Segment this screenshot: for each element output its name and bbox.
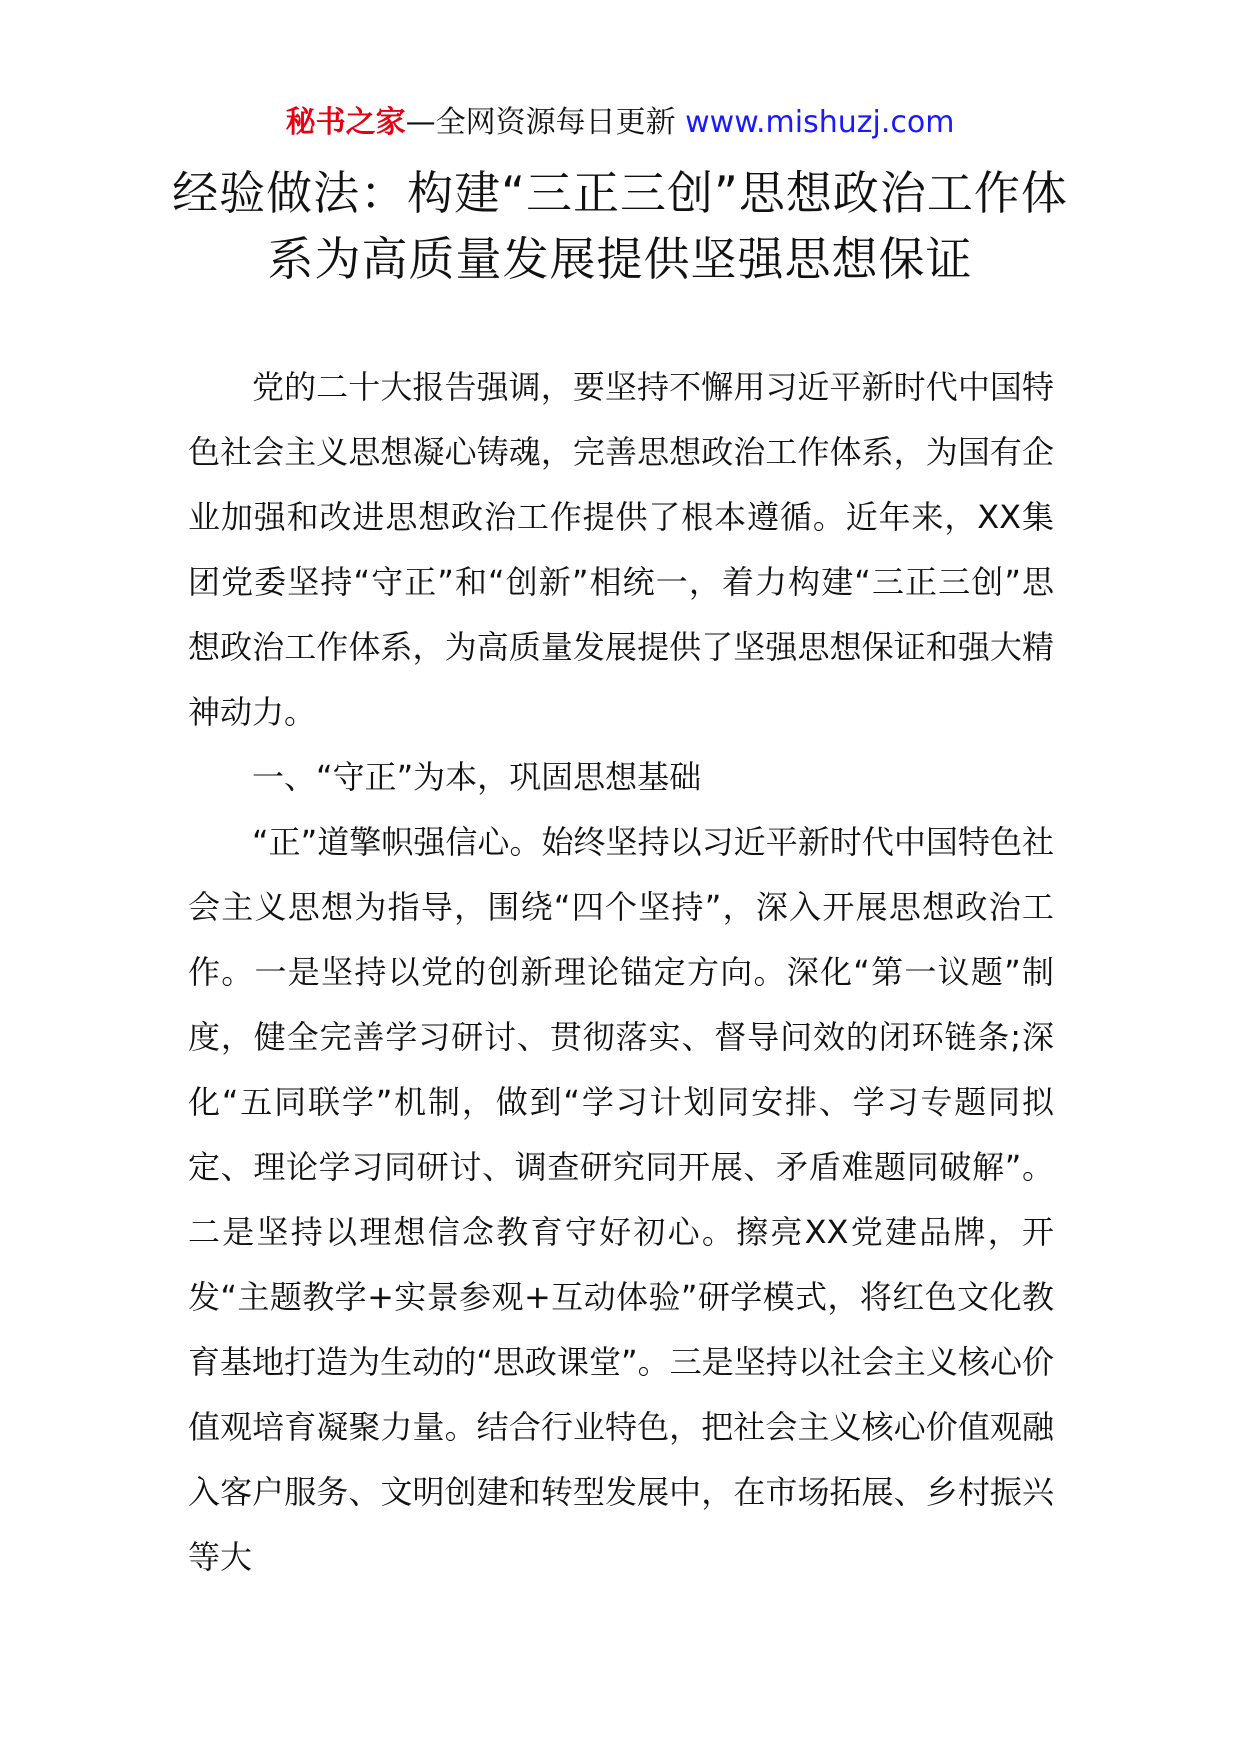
site-header — [0, 100, 1240, 146]
section-heading: 一、“守正”为本，巩固思想基础 — [252, 758, 702, 796]
site-tagline: —全网资源每日更新 — [405, 105, 686, 140]
document-body — [188, 355, 1054, 1590]
intro-paragraph: 党的二十大报告强调，要坚持不懈用习近平新时代中国特色社会主义思想凝心铸魂，完善思想政治工作体系，为国有企业加强和改进思想政治工作提供了根本遵循。近年来，XX集团党委坚持“守正”和“创新”相统一，着力构建“三正三创”思想政治工作体系，为高质量发展提供了坚强思想保证和强大精神动力。 — [188, 368, 1054, 731]
site-brand: 秘书之家 — [285, 105, 406, 140]
document-title: 经验做法：构建“三正三创”思想政治工作体系为高质量发展提供坚强思想保证 — [172, 166, 1068, 286]
body-paragraph: “正”道擎帜强信心。始终坚持以习近平新时代中国特色社会主义思想为指导，围绕“四个坚持”，深入开展思想政治工作。一是坚持以党的创新理论锚定方向。深化“第一议题”制度，健全完善学习研讨、贯彻落实、督导问效的闭环链条;深化“五同联学”机制，做到“学习计划同安排、学习专题同拟定、理论学习同研讨、调查研究同开展、矛盾难题同破解”。二是坚持以理想信念教育守好初心。擦亮XX党建品牌，开发“主题教学+实景参观+互动体验”研学模式，将红色文化教育基地打造为生动的“思政课堂”。三是坚持以社会主义核心价值观培育凝聚力量。结合行业特色，把社会主义核心价值观融入客户服务、文明创建和转型发展中，在市场拓展、乡村振兴等大 — [188, 823, 1054, 1576]
site-url-link[interactable]: www.mishuzj.com — [685, 105, 955, 140]
